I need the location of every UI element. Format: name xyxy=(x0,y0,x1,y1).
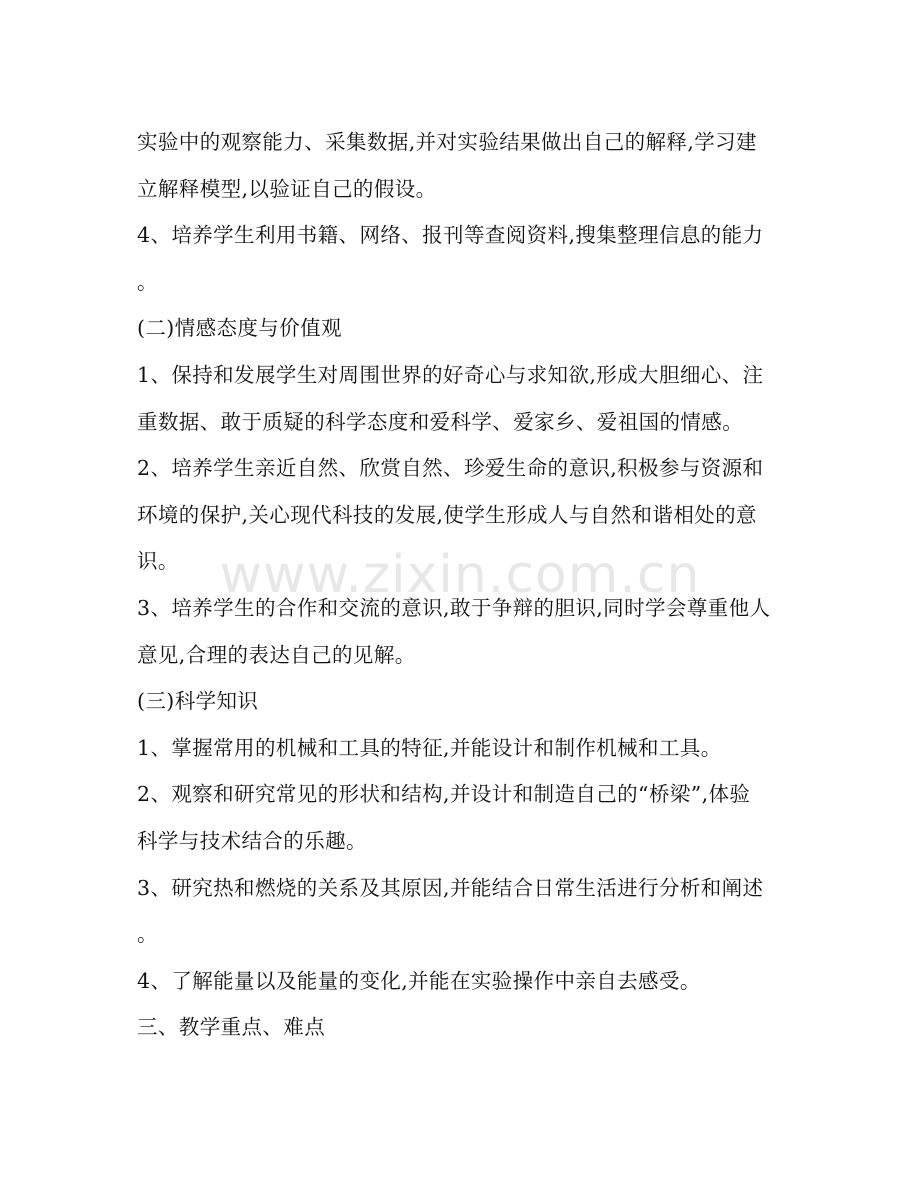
text-line: 重数据、敢于质疑的科学态度和爱科学、爱家乡、爱祖国的情感。 xyxy=(137,409,744,434)
text-line: 4、培养学生利用书籍、网络、报刊等查阅资料,搜集整理信息的能力 xyxy=(137,223,764,248)
section-heading: (三)科学知识 xyxy=(137,689,259,714)
text-line: 立解释模型,以验证自己的假设。 xyxy=(137,176,437,201)
text-line: 1、保持和发展学生对周围世界的好奇心与求知欲,形成大胆细心、注 xyxy=(137,362,764,387)
text-line: 。 xyxy=(137,269,158,294)
section-heading: (二)情感态度与价值观 xyxy=(137,316,342,341)
text-line: 意见,合理的表达自己的见解。 xyxy=(137,642,416,667)
watermark-text: www.zixin.com.cn xyxy=(219,545,701,605)
document-body xyxy=(137,119,787,1051)
text-line: 环境的保护,关心现代科技的发展,使学生形成人与自然和谐相处的意 xyxy=(137,502,757,527)
text-line: 3、研究热和燃烧的关系及其原因,并能结合日常生活进行分析和阐述 xyxy=(137,875,764,900)
text-line: 实验中的观察能力、采集数据,并对实验结果做出自己的解释,学习建 xyxy=(137,130,757,154)
text-line: 4、了解能量以及能量的变化,并能在实验操作中亲自去感受。 xyxy=(137,968,701,993)
text-line: 2、观察和研究常见的形状和结构,并设计和制造自己的“桥梁”,体验 xyxy=(137,782,751,807)
text-line: 识。 xyxy=(137,549,179,574)
text-line: 2、培养学生亲近自然、欣赏自然、珍爱生命的意识,积极参与资源和 xyxy=(137,456,764,481)
text-line: 。 xyxy=(137,922,158,947)
text-line: 科学与技术结合的乐趣。 xyxy=(137,828,367,853)
section-heading: 三、教学重点、难点 xyxy=(137,1015,326,1040)
text-line: 3、培养学生的合作和交流的意识,敢于争辩的胆识,同时学会尊重他人 xyxy=(137,595,771,620)
text-line: 1、掌握常用的机械和工具的特征,并能设计和制作机械和工具。 xyxy=(137,735,722,760)
